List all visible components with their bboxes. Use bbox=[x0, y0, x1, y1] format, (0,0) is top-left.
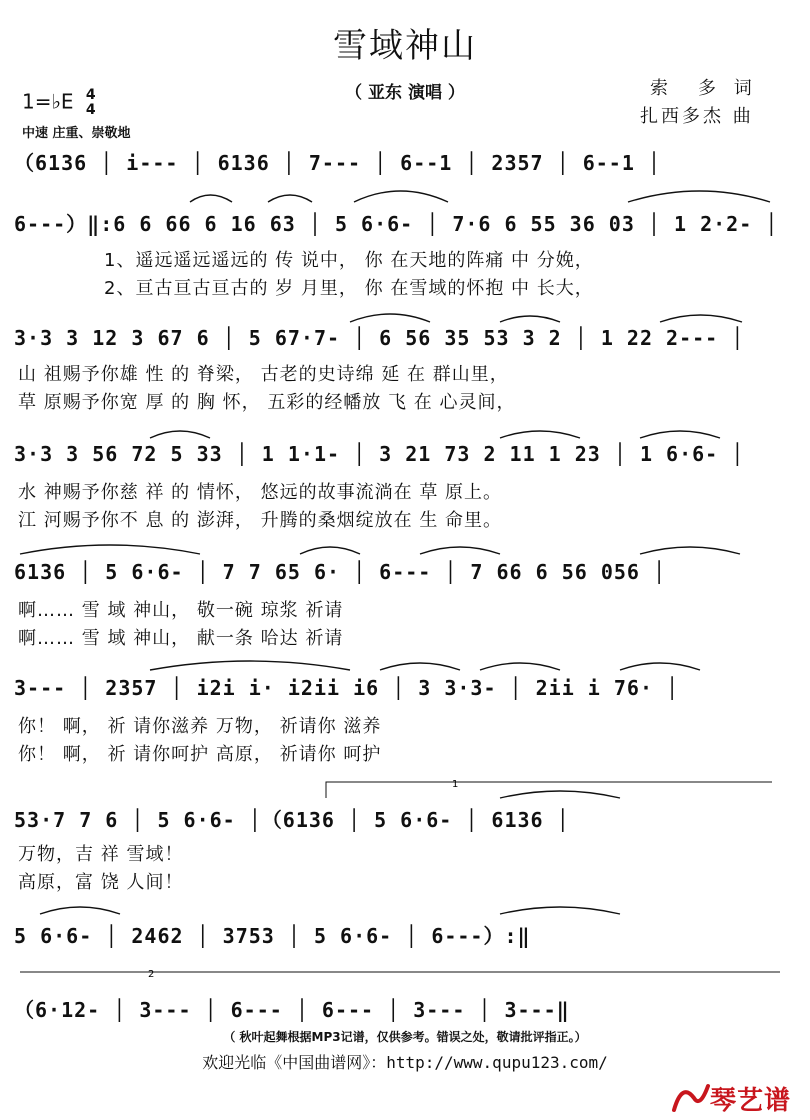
score-row-6: 3--- │ 2357 │ i2i i· i2ii i6 │ 3 3·3- │ 2ii i 76· │ bbox=[14, 676, 680, 700]
lyric-row-7b: 高原，富 饶 人间！ bbox=[18, 872, 184, 893]
score-row-9: （6·12- │ 3--- │ 6--- │ 6--- │ 3--- │ 3---‖ bbox=[14, 998, 570, 1022]
lyric-row-3a: 山 祖赐予你雄 性 的 脊梁， 古老的史诗绵 延 在 群山里， bbox=[18, 364, 509, 385]
lyric-row-2b: 2、亘古亘古亘古的 岁 月里， 你 在雪域的怀抱 中 长大， bbox=[104, 278, 594, 299]
tempo-marking: 中速 庄重、崇敬地 bbox=[22, 126, 131, 141]
lyric-row-2a: 1、遥远遥远遥远的 传 说中， 你 在天地的阵痛 中 分娩， bbox=[104, 250, 594, 271]
lyricist-credit: 索 多 词 bbox=[650, 78, 758, 99]
lyric-row-5a: 啊…… 雪 域 神山， 敬一碗 琼浆 祈请 bbox=[18, 600, 344, 621]
lyric-row-4b: 江 河赐予你不 息 的 澎湃， 升腾的桑烟绽放在 生 命里。 bbox=[18, 510, 503, 531]
lyric-row-3b: 草 原赐予你宽 厚 的 胸 怀， 五彩的经幡放 飞 在 心灵间， bbox=[18, 392, 516, 413]
lyric-row-7a: 万物，吉 祥 雪域！ bbox=[18, 844, 184, 865]
meter-bottom: 4 bbox=[85, 102, 96, 118]
transcription-note: （ 秋叶起舞根据MP3记谱，仅供参考。错误之处，敬请批评指正。） bbox=[223, 1030, 587, 1044]
site-link[interactable]: 欢迎光临《中国曲谱网》：http://www.qupu123.com/ bbox=[202, 1053, 608, 1072]
score-row-2: 6---）‖:6 6 66 6 16 63 │ 5 6·6- │ 7·6 6 55 36 03 │ 1 2·2- │ bbox=[14, 212, 779, 236]
key-label: 1=♭E bbox=[22, 89, 74, 114]
score-row-4: 3·3 3 56 72 5 33 │ 1 1·1- │ 3 21 73 2 11 1 23 │ 1 6·6- │ bbox=[14, 442, 745, 466]
song-title: 雪域神山 bbox=[333, 26, 477, 66]
lyric-row-5b: 啊…… 雪 域 神山， 献一条 哈达 祈请 bbox=[18, 628, 344, 649]
volta-1-label: 1 bbox=[452, 779, 459, 790]
meter-top: 4 bbox=[85, 87, 96, 103]
score-row-8: 5 6·6- │ 2462 │ 3753 │ 5 6·6- │ 6---）:‖ bbox=[14, 924, 531, 948]
score-row-3: 3·3 3 12 3 67 6 │ 5 67·7- │ 6 56 35 53 3 2 │ 1 22 2--- │ bbox=[14, 326, 745, 350]
score-row-7: 53·7 7 6 │ 5 6·6- │（6136 │ 5 6·6- │ 6136 │ bbox=[14, 808, 570, 832]
lyric-row-6a: 你！ 啊， 祈 请你滋养 万物， 祈请你 滋养 bbox=[18, 716, 382, 737]
logo-text: 琴艺谱 bbox=[710, 1086, 792, 1116]
score-row-5: 6136 │ 5 6·6- │ 7 7 65 6· │ 6--- │ 7 66 6 56 056 │ bbox=[14, 560, 667, 584]
singer-credit: （ 亚东 演唱 ） bbox=[345, 83, 465, 103]
score-row-1: （6136 │ i--- │ 6136 │ 7--- │ 6--1 │ 2357 │ 6--1 │ bbox=[14, 151, 661, 175]
volta-2-label: 2 bbox=[148, 969, 155, 980]
lyric-row-4a: 水 神赐予你慈 祥 的 情怀， 悠远的故事流淌在 草 原上。 bbox=[18, 482, 503, 503]
composer-credit: 扎西多杰 曲 bbox=[640, 106, 754, 127]
lyric-row-6b: 你！ 啊， 祈 请你呵护 高原， 祈请你 呵护 bbox=[18, 744, 382, 765]
